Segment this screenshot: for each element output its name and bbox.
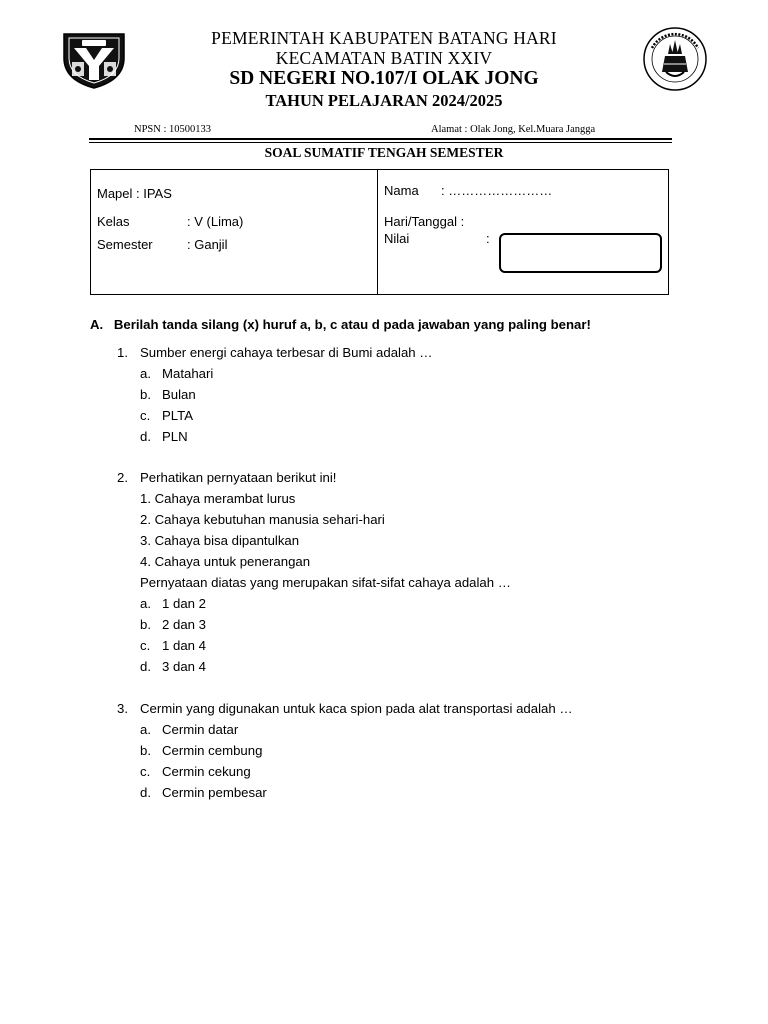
academic-year: TAHUN PELAJARAN 2024/2025 bbox=[265, 91, 503, 110]
option-text: 1 dan 2 bbox=[162, 596, 206, 611]
question-number: 1. bbox=[117, 345, 128, 360]
question-number: 2. bbox=[117, 470, 128, 485]
section-a-instruction bbox=[90, 317, 591, 332]
info-box-divider bbox=[377, 170, 378, 294]
option-text: Bulan bbox=[162, 387, 196, 402]
score-box bbox=[499, 233, 662, 273]
question-text: Perhatikan pernyataan berikut ini! bbox=[140, 470, 337, 485]
header-government: PEMERINTAH KABUPATEN BATANG HARI bbox=[211, 28, 557, 48]
option-letter: c. bbox=[140, 408, 151, 423]
option-letter: d. bbox=[140, 429, 151, 444]
exam-title: SOAL SUMATIF TENGAH SEMESTER bbox=[264, 145, 504, 160]
npsn-text: NPSN : 10500133 bbox=[134, 124, 212, 135]
class-value: : V (Lima) bbox=[187, 214, 244, 229]
option-text: Cermin pembesar bbox=[162, 785, 267, 800]
instruction-text: Berilah tanda silang (x) huruf a, b, c atau d pada jawaban yang paling benar! bbox=[113, 317, 591, 332]
option-letter: d. bbox=[140, 659, 151, 674]
option-letter: a. bbox=[140, 366, 151, 381]
student-info-box bbox=[90, 169, 669, 295]
name-label: Nama bbox=[384, 183, 419, 198]
semester-value: : Ganjil bbox=[187, 237, 228, 252]
option-letter: b. bbox=[140, 387, 151, 402]
option-text: PLN bbox=[162, 429, 188, 444]
header-divider-thick bbox=[89, 138, 672, 140]
option-text: Cermin cembung bbox=[162, 743, 263, 758]
name-field: : …………………… bbox=[441, 183, 553, 198]
score-colon: : bbox=[486, 231, 490, 246]
option-text: 1 dan 4 bbox=[162, 638, 206, 653]
semester-label: Semester bbox=[97, 237, 153, 252]
date-label: Hari/Tanggal : bbox=[384, 214, 465, 229]
question-text: Sumber energi cahaya terbesar di Bumi adalah … bbox=[140, 345, 433, 360]
header-district: KECAMATAN BATIN XXIV bbox=[275, 48, 493, 68]
option-letter: d. bbox=[140, 785, 151, 800]
question-text: Cermin yang digunakan untuk kaca spion pada alat transportasi adalah … bbox=[140, 701, 573, 716]
school-name: SD NEGERI NO.107/I OLAK JONG bbox=[229, 68, 539, 89]
option-text: Cermin datar bbox=[162, 722, 239, 737]
subject-label: Mapel : IPAS bbox=[97, 186, 172, 201]
address-text: Alamat : Olak Jong, Kel.Muara Jangga bbox=[431, 124, 596, 135]
option-text: 2 dan 3 bbox=[162, 617, 206, 632]
section-label: A. bbox=[90, 317, 104, 332]
option-text: 3 dan 4 bbox=[162, 659, 206, 674]
option-text: Matahari bbox=[162, 366, 214, 381]
option-letter: b. bbox=[140, 743, 151, 758]
option-letter: a. bbox=[140, 722, 151, 737]
class-label: Kelas bbox=[97, 214, 130, 229]
option-letter: b. bbox=[140, 617, 151, 632]
option-text: PLTA bbox=[162, 408, 194, 423]
option-letter: a. bbox=[140, 596, 151, 611]
option-letter: c. bbox=[140, 764, 151, 779]
option-text: Cermin cekung bbox=[162, 764, 251, 779]
option-letter: c. bbox=[140, 638, 151, 653]
question-number: 3. bbox=[117, 701, 128, 716]
score-label: Nilai bbox=[384, 231, 410, 246]
header-divider-thin bbox=[89, 142, 672, 143]
